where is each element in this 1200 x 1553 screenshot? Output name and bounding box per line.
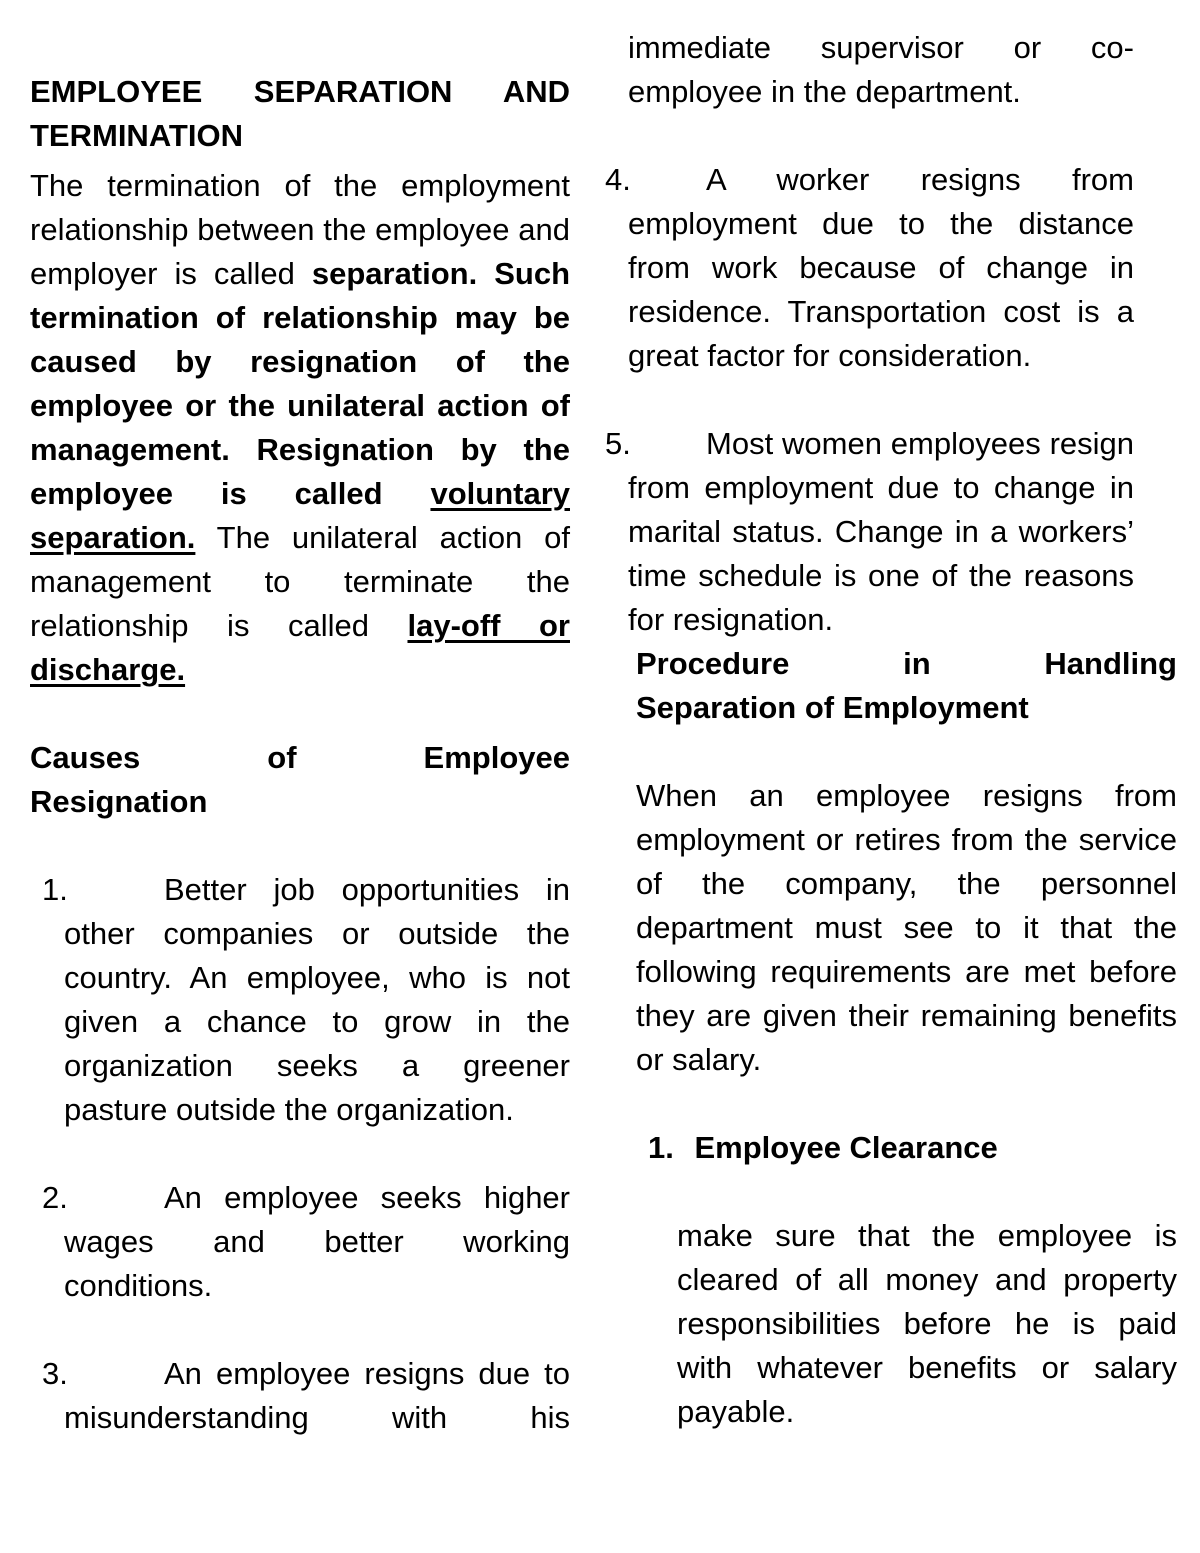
list-item [605, 158, 1134, 378]
list-item-number: 1. [42, 872, 68, 907]
list-item-text: Most women employees resign from employment due to change in marital status. Change in a workers’ time schedule is one of the reasons for resignation. [628, 426, 1134, 637]
list-item-text: An employee resigns due to misunderstanding with his [64, 1356, 570, 1435]
document-title-line1: EMPLOYEE SEPARATION AND [30, 74, 570, 109]
intro-text-2: The unilateral action of management to terminate the relationship is called [30, 520, 570, 643]
clearance-heading-number: 1. [648, 1130, 674, 1165]
left-column [30, 70, 570, 1440]
list-item-text: A worker resigns from employment due to the distance from work because of change in residence. Transportation cost is a great factor for consideration. [628, 162, 1134, 373]
item3-continued-text: immediate supervisor or co-employee in the department. [628, 30, 1134, 109]
procedure-heading-line1: Procedure in Handling [636, 646, 1177, 681]
intro-text-1: The termination of the employment relationship between the employee and employer is called [30, 168, 570, 291]
clearance-heading-text: Employee Clearance [694, 1130, 998, 1165]
voluntary-separation-term: voluntary separation. [30, 476, 570, 555]
list-item [42, 1352, 570, 1440]
list-item [605, 422, 1134, 642]
list-item-number: 2. [42, 1180, 68, 1215]
right-column [605, 26, 1177, 1434]
list-item-text: An employee seeks higher wages and better working conditions. [64, 1180, 570, 1303]
document-title-line2: TERMINATION [30, 118, 243, 153]
layoff-discharge-term: lay-off or discharge. [30, 608, 570, 687]
intro-paragraph [30, 164, 570, 692]
clearance-paragraph: make sure that the employee is cleared of all money and property responsibilities before he is paid with whatever benefits or salary payable. [677, 1218, 1177, 1429]
causes-heading-line2: Resignation [30, 784, 208, 819]
list-item-text: Better job opportunities in other companies or outside the country. An employee, who is not given a chance to grow in the organization seeks a greener pasture outside the organization. [64, 872, 570, 1127]
list-item [42, 868, 570, 1132]
list-item-number: 5. [605, 426, 631, 461]
intro-text-bold: separation. Such termination of relationship may be caused by resignation of the employee or the unilateral action of management. Resignation by the employee is called [30, 256, 571, 511]
employee-clearance-heading [636, 1126, 1177, 1170]
procedure-heading-line2: Separation of Employment [636, 690, 1029, 725]
procedure-paragraph: When an employee resigns from employment or retires from the service of the company, the personnel department must see to it that the following requirements are met before they are given their remaining benefits or salary. [636, 778, 1177, 1077]
list-item-number: 4. [605, 162, 631, 197]
causes-heading-line1: Causes of Employee [30, 740, 570, 775]
list-item [42, 1176, 570, 1308]
list-item-number: 3. [42, 1356, 68, 1391]
